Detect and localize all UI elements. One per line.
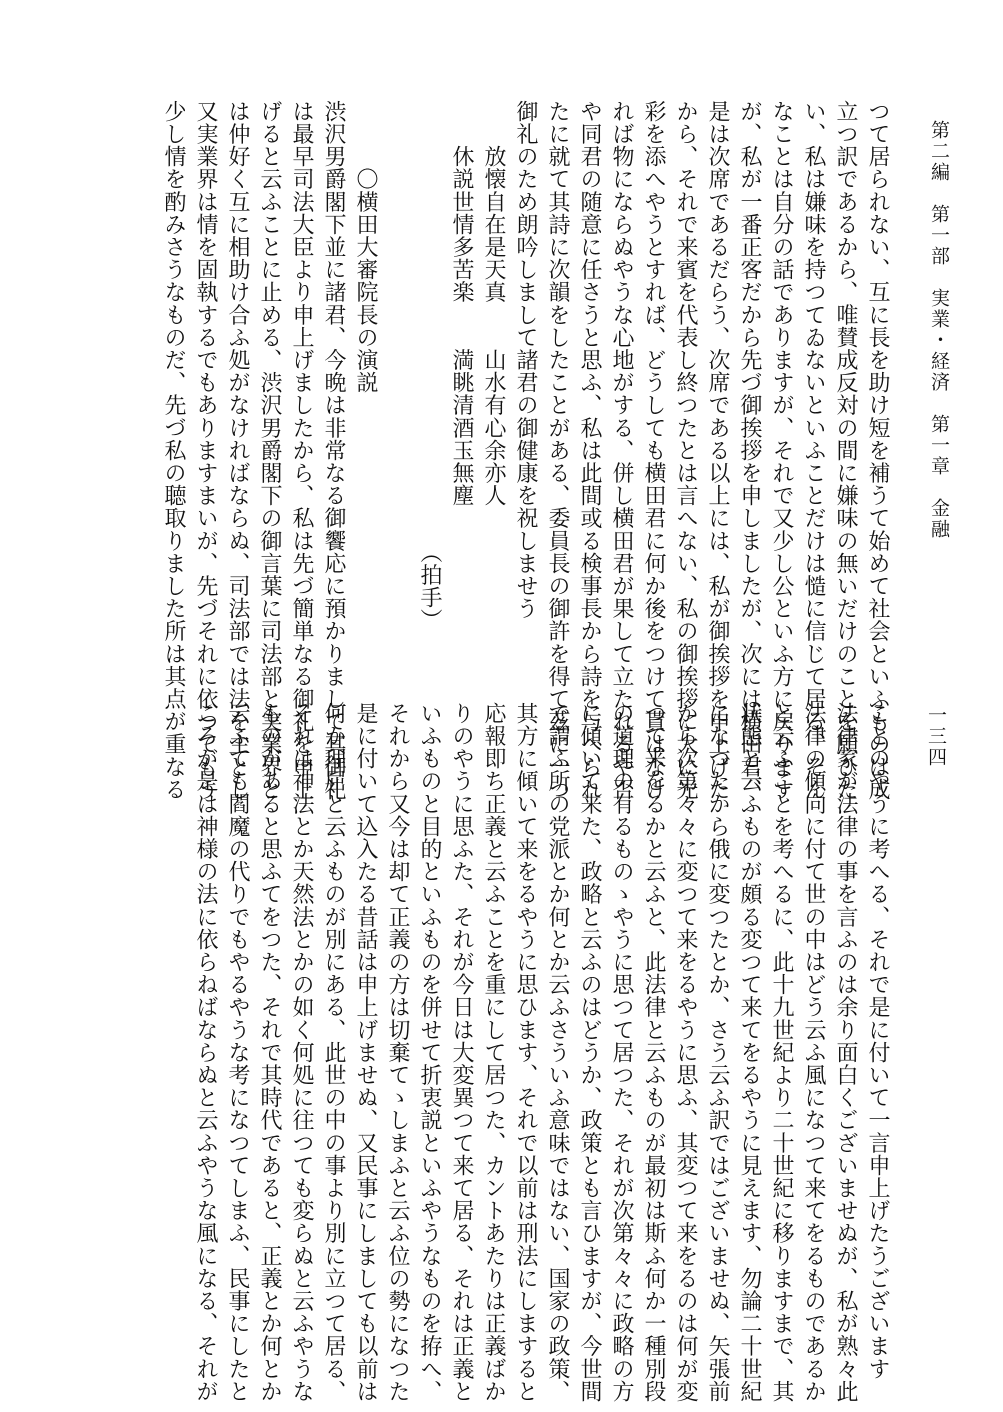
text-line: い、私は嫌味を持つてゐないといふことだけは慥に信じて居る、そん <box>801 100 826 801</box>
text-line: が、私が一番正客だから先づ御挨拶を申しましたが、次には横田君、 <box>737 100 762 801</box>
text-line: つて来をるかと云ふと、此法律と云ふものが最初は斯ふ何か一種別段 <box>641 702 666 1403</box>
text-line: 渋沢男爵閣下並に諸君、今晩は非常なる御饗応に預かりまして其御礼 <box>321 100 346 801</box>
text-line: 法律家が法律の事を言ふのは余り面白くございませぬが、私が熟々此 <box>833 702 858 1403</box>
section-heading: 〇横田大審院長の演説 <box>353 100 378 394</box>
text-line: と云ふことを考へるに、此十九世紀より二十世紀に移りますまで、其 <box>769 702 794 1403</box>
text-line: 其方に傾いて来をるやうに思ひます、それで以前は刑法にしますると <box>513 702 538 1403</box>
applause-note: （拍手） <box>417 100 442 632</box>
text-line: 立つ訳であるから、唯賛成反対の間に嫌味の無いだけのことを願ひた <box>833 100 858 801</box>
text-line: は最早司法大臣より申上げましたから、私は先づ簡単なる御礼を申上 <box>289 100 314 801</box>
text-line: りのやうに思ふた、それが今日は大変異つて来て居る、それは正義と <box>449 702 474 1403</box>
text-line: ものがあると思ふてをつた、それで其時代であると、正義とか何とか <box>257 702 282 1403</box>
text-line: 是に付いて込入たる昔話は申上げませぬ、又民事にしましても以前は <box>353 702 378 1403</box>
text-line: げると云ふことに止める、渋沢男爵閣下の御言葉に司法部と実業界と <box>257 100 282 801</box>
text-line: 云ふても閻魔の代りでもやるやうな考になつてしまふ、民事にしたと <box>225 702 250 1403</box>
text-line: になつたから俄に変つたとか、さう云ふ訳ではございませぬ、矢張前 <box>705 702 730 1403</box>
text-line: 御礼のため朗吟しまして諸君の御健康を祝しませう <box>513 100 538 620</box>
text-line: から、それで来賓を代表し終つたとは言へない、私の御挨拶に大に光 <box>673 100 698 801</box>
text-line: の道理の有るものゝやうに思つて居つた、それが次第々々に政略の方 <box>609 702 634 1403</box>
text-line: なことは自分の話でありますが、それで又少し公といふ方に戻ります <box>769 100 794 801</box>
text-line: 何か理屈と云ふものが別にある、此世の中の事より別に立つて居る、 <box>321 702 346 1403</box>
text-line: 少し情を酌みさうなものだ、先づ私の聴取りました所は其点が重なる <box>161 100 186 801</box>
text-line: や同君の随意に任さうと思ふ、私は此間或る検事長から詩を与へられ <box>577 100 602 801</box>
text-line: 彩を添へやうとすれば、どうしても横田君に何か後をつけて貰はなけ <box>641 100 666 801</box>
text-line: ころが是は神様の法に依らねばならぬと云ふやうな風になる、それが <box>193 702 218 1403</box>
text-line: は仲好く互に相助け合ふ処がなければならぬ、司法部では法を主とし <box>225 100 250 801</box>
text-line: 是は次席であるだらう、次席である以上には、私が御挨拶を申上げた <box>705 100 730 801</box>
text-line: 法律の傾向に付て世の中はどう云ふ風になつて来てをるものであるか <box>801 702 826 1403</box>
text-line: ことのやうに考へる、それで是に付いて一言申上げたうございます <box>865 702 890 1380</box>
text-line: それから又今は却て正義の方は切棄てゝしまふと云ふ位の勢になつた <box>385 702 410 1403</box>
text-line: つて居られない、互に長を助け短を補うて始めて社会といふものは成 <box>865 100 890 801</box>
text-line: に傾いて来た、政略と云ふのはどうか、政策とも言ひますが、今世間 <box>577 702 602 1403</box>
poem-line: 休説世情多苦楽 満眺清酒玉無塵 <box>449 100 474 507</box>
text-line: それは神法とか天然法とかの如く何処に往つても変らぬと云ふやうな <box>289 702 314 1403</box>
text-line: たに就て其詩に次韻をしたことがある、委員長の御許を得て茲に一つ <box>545 100 570 801</box>
text-line: から次第々々に変つて来をるやうに思ふ、其変つて来をるのは何が変 <box>673 702 698 1403</box>
text-line: いふものと目的といふものを併せて折衷説といふやうなものを拵へ、 <box>417 702 442 1403</box>
text-line: 又実業界は情を固執するでもありますまいが、先づそれに依つてもう <box>193 100 218 801</box>
text-line: 応報即ち正義と云ふことを重にして居つた、カントあたりは正義ばか <box>481 702 506 1403</box>
text-line: れば物にならぬやうな心地がする、併し横田君が果して立たれるや否 <box>609 100 634 801</box>
page-number: 一三四 <box>925 705 947 768</box>
text-line: で謂ふ所の党派とか何とか云ふさういふ意味ではない、国家の政策、 <box>545 702 570 1403</box>
text-line: 状態と云ふものが頗る変つて来てをるやうに見えます、勿論二十世紀 <box>737 702 762 1403</box>
running-header: 第二編 第一部 実業・経済 第一章 金融 <box>928 120 950 540</box>
poem-line: 放懐自在是天真 山水有心余亦人 <box>481 100 506 507</box>
